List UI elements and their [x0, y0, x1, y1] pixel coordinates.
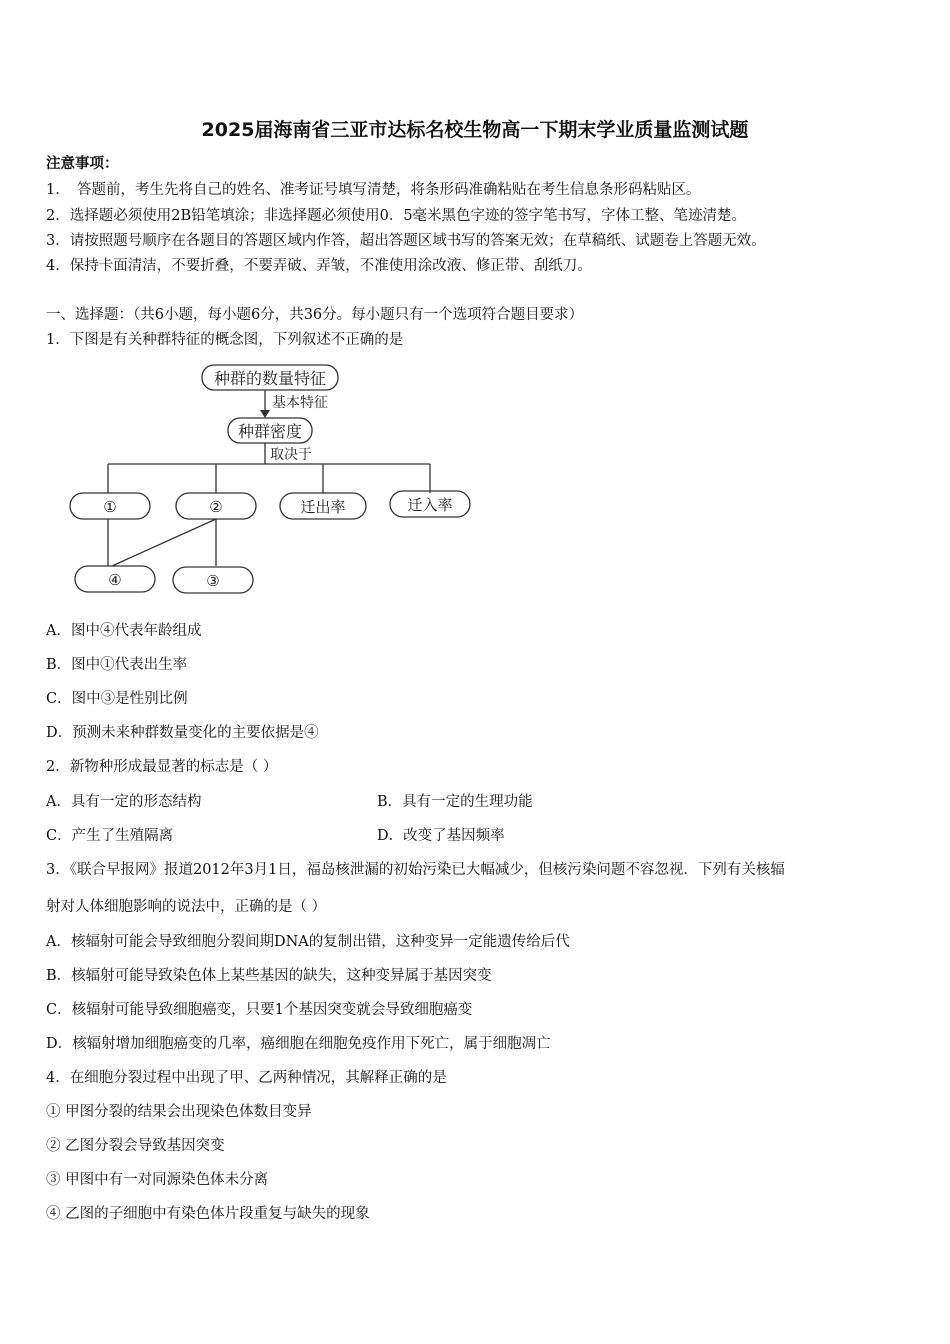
diagram-edge-basic: 基本特征 — [272, 395, 328, 411]
diagram-arrowhead — [260, 410, 270, 418]
q2-option-c: C．产生了生殖隔离 — [46, 828, 174, 844]
population-concept-diagram — [60, 358, 480, 603]
q1-option-b: B．图中①代表出生率 — [46, 657, 188, 673]
diagram-node-6: ③ — [206, 572, 220, 590]
page-title: 2025届海南省三亚市达标名校生物高一下期末学业质量监测试题 — [201, 119, 749, 141]
question-2-stem: 2．新物种形成最显著的标志是（ ） — [46, 759, 278, 775]
diagram-node-top: 种群的数量特征 — [213, 369, 327, 388]
q4-statement-3: ③ 甲图中有一对同源染色体未分离 — [46, 1172, 269, 1188]
q2-option-d: D．改变了基因频率 — [377, 828, 505, 844]
q3-option-a: A．核辐射可能会导致细胞分裂间期DNA的复制出错，这种变异一定能遗传给后代 — [46, 934, 570, 950]
q2-option-a: A．具有一定的形态结构 — [46, 794, 202, 810]
q2-option-b: B．具有一定的生理功能 — [377, 794, 533, 810]
q4-statement-4: ④ 乙图的子细胞中有染色体片段重复与缺失的现象 — [46, 1206, 370, 1222]
notice-heading: 注意事项： — [46, 155, 119, 172]
diagram-edge-depends: 取决于 — [270, 447, 312, 463]
notice-item-3: 3．请按照题号顺序在各题目的答题区域内作答，超出答题区域书写的答案无效；在草稿纸、试题卷上答题无效。 — [46, 233, 766, 249]
question-3-stem-line2: 射对人体细胞影响的说法中，正确的是（ ） — [46, 899, 327, 915]
q4-statement-2: ② 乙图分裂会导致基因突变 — [46, 1138, 225, 1154]
q3-option-d: D．核辐射增加细胞癌变的几率，癌细胞在细胞免疫作用下死亡，属于细胞凋亡 — [46, 1036, 551, 1052]
diagram-node-5: ④ — [108, 571, 122, 589]
diagram-node-mid: 种群密度 — [237, 422, 303, 441]
diagram-node-1: ① — [103, 498, 117, 516]
q4-statement-1: ① 甲图分裂的结果会出现染色体数目变异 — [46, 1104, 312, 1120]
question-1-stem: 1．下图是有关种群特征的概念图，下列叙述不正确的是 — [46, 332, 404, 348]
section-heading: 一、选择题：（共6小题，每小题6分，共36分。每小题只有一个选项符合题目要求） — [46, 307, 584, 323]
q1-option-d: D．预测未来种群数量变化的主要依据是④ — [46, 725, 319, 741]
diagram-node-2: ② — [209, 498, 223, 516]
diagram-node-4: 迁入率 — [407, 496, 453, 514]
notice-item-2: 2．选择题必须使用2B铅笔填涂；非选择题必须使用0．5毫米黑色字迹的签字笔书写，字体工整、笔迹清楚。 — [46, 208, 747, 224]
question-3-stem-line1: 3．《联合早报网》报道2012年3月1日，福岛核泄漏的初始污染已大幅减少，但核污染问题不容忽视．下列有关核辐 — [46, 862, 785, 878]
q3-option-b: B．核辐射可能导致染色体上某些基因的缺失，这种变异属于基因突变 — [46, 968, 492, 984]
notice-item-4: 4．保持卡面清洁，不要折叠，不要弄破、弄皱，不准使用涂改液、修正带、刮纸刀。 — [46, 258, 592, 274]
question-4-stem: 4．在细胞分裂过程中出现了甲、乙两种情况，其解释正确的是 — [46, 1070, 447, 1086]
diagram-node-3: 迁出率 — [300, 498, 346, 516]
notice-item-1: 1． 答题前，考生先将自己的姓名、准考证号填写清楚，将条形码准确粘贴在考生信息条形码粘贴区。 — [46, 182, 701, 198]
q3-option-c: C．核辐射可能导致细胞癌变，只要1个基因突变就会导致细胞癌变 — [46, 1002, 473, 1018]
q1-option-a: A．图中④代表年龄组成 — [46, 623, 202, 639]
q1-option-c: C．图中③是性别比例 — [46, 691, 188, 707]
